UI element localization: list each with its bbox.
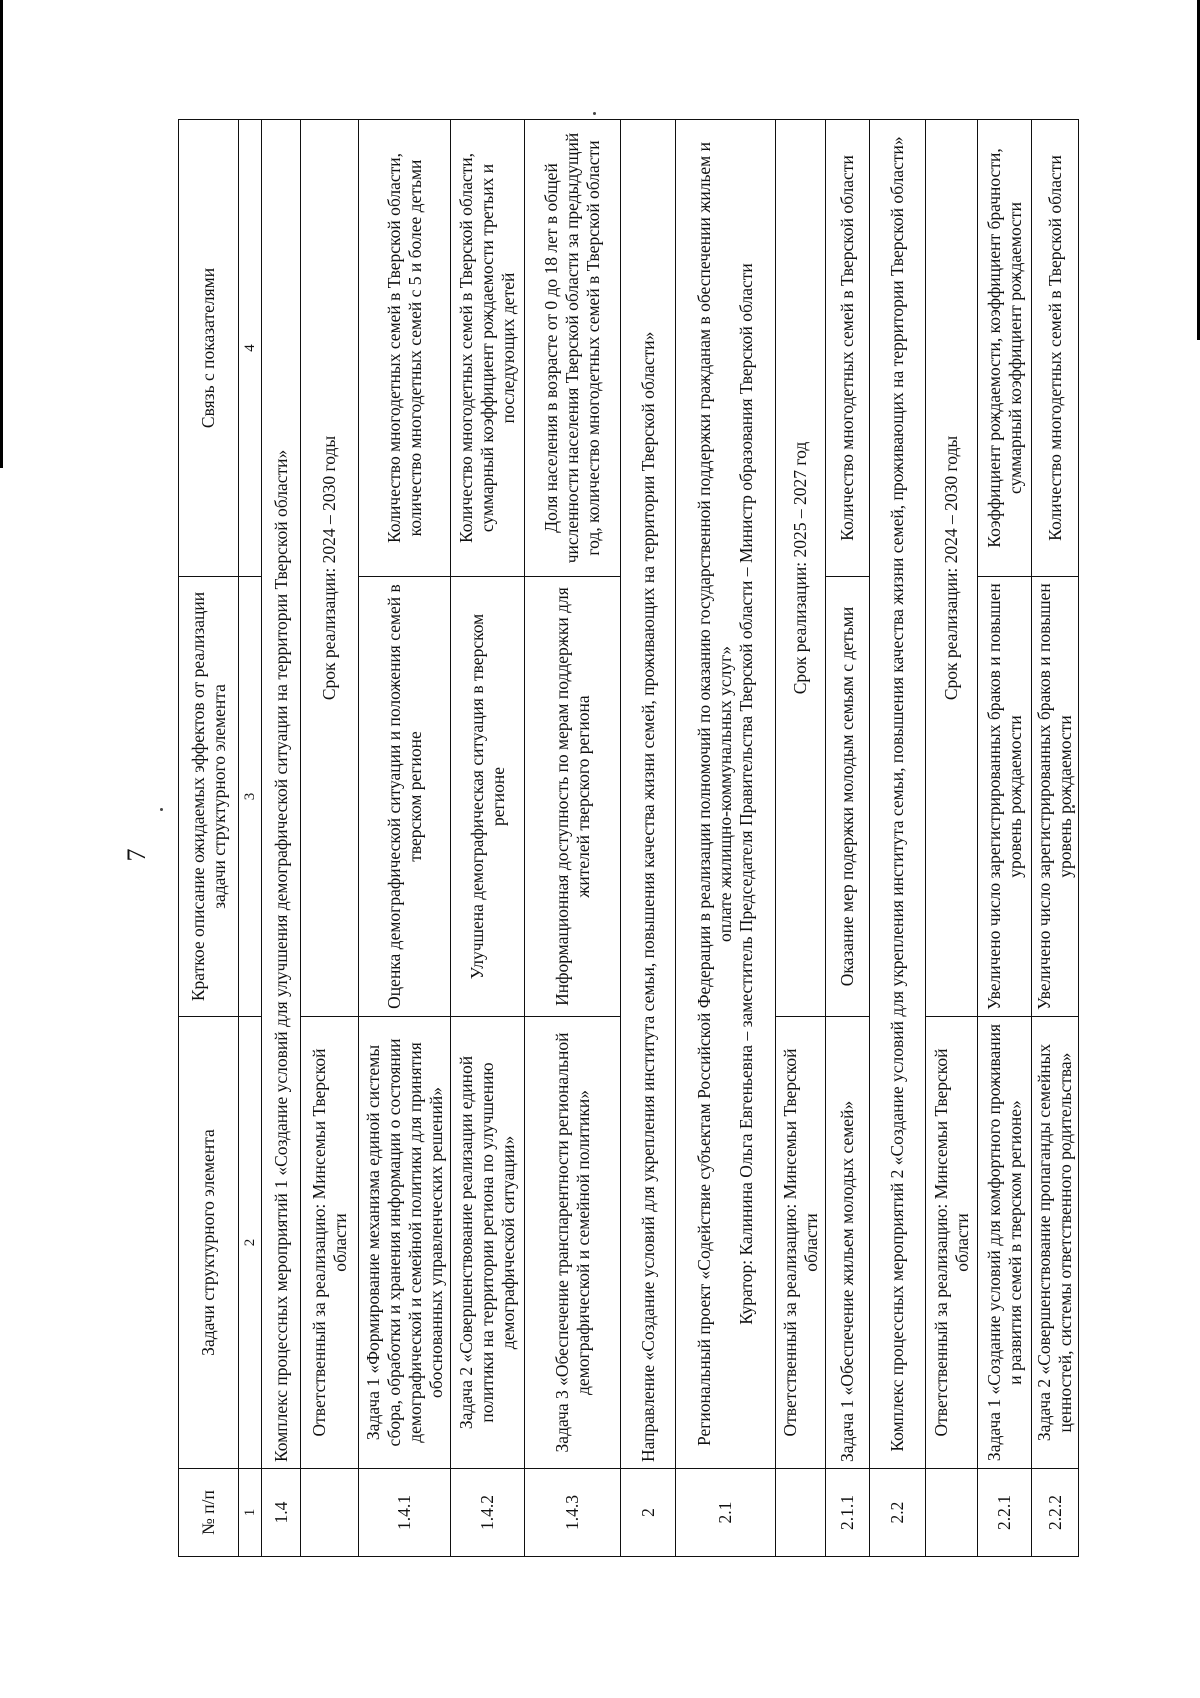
table-row [776, 120, 826, 1557]
row-num: 2.2.1 [978, 1469, 1032, 1557]
row-num: 2.1 [676, 1469, 776, 1557]
row-num: 1.4.2 [451, 1469, 525, 1557]
term-cell: Срок реализации: 2024 – 2030 годы [301, 120, 359, 1017]
responsible-cell: Ответственный за реализацию: Минсемьи Тверской области [776, 1017, 826, 1469]
table-row [262, 120, 301, 1557]
task-cell: Задача 3 «Обеспечение транспарентности региональной демографической и семейной политики» [525, 1017, 621, 1469]
table-row [621, 120, 676, 1557]
table-row [870, 120, 926, 1557]
table-row [1032, 120, 1079, 1557]
task-cell: Задача 2 «Совершенствование пропаганды семейных ценностей, системы ответственного родительства» [1032, 1017, 1079, 1469]
row-num: 2.1.1 [826, 1469, 870, 1557]
row-num: 2.2 [870, 1469, 926, 1557]
link-cell: Количество многодетных семей в Тверской области [1032, 120, 1079, 577]
scan-speck [160, 808, 163, 811]
table-row [826, 120, 870, 1557]
table-row [926, 120, 978, 1557]
col-number-1: 1 [239, 1469, 262, 1557]
table-row [676, 120, 776, 1557]
header-effect: Краткое описание ожидаемых эффектов от реализации задачи структурного элемента [179, 577, 239, 1017]
row-num: 2 [621, 1469, 676, 1557]
link-cell: Доля населения в возрасте от 0 до 18 лет в общей численности населения Тверской области за предыдущий год, количество многодетных семей в Тверской области [525, 120, 621, 577]
row-num: 2.2.2 [1032, 1469, 1079, 1557]
effect-cell: Оценка демографической ситуации и положения семей в тверском регионе [359, 577, 451, 1017]
responsible-cell: Ответственный за реализацию: Минсемьи Тверской области [926, 1017, 978, 1469]
regional-project-cell [676, 120, 776, 1469]
effect-cell: Увеличено число зарегистрированных браков и повышен уровень рождаемости [978, 577, 1032, 1017]
section-title: Комплекс процессных мероприятий 1 «Создание условий для улучшения демографической ситуации на территории Тверской области» [262, 120, 301, 1469]
table-row [525, 120, 621, 1557]
regional-project-title: Региональный проект «Содействие субъектам Российской Федерации в реализации полномочий по оказанию государственной поддержки гражданам в обеспечении жильем и оплате жилищно-коммунальных услуг» [694, 141, 735, 1447]
table-row [451, 120, 525, 1557]
effect-cell: Оказание мер подержки молодым семьям с детьми [826, 577, 870, 1017]
structure-table [178, 119, 1079, 1557]
link-cell: Количество многодетных семей в Тверской области [826, 120, 870, 577]
task-cell: Задача 2 «Совершенствование реализации единой политики на территории региона по улучшению демографической ситуации» [451, 1017, 525, 1469]
link-cell: Коэффициент рождаемости, коэффициент брачности, суммарный коэффициент рождаемости [978, 120, 1032, 577]
col-number-3: 3 [239, 577, 262, 1017]
page-number: 7 [122, 848, 151, 862]
effect-cell: Улучшена демографическая ситуация в тверском регионе [451, 577, 525, 1017]
scan-edge-mark-left [0, 0, 3, 468]
header-num: № п/п [179, 1469, 239, 1557]
table-row [301, 120, 359, 1557]
link-cell: Количество многодетных семей в Тверской области, суммарный коэффициент рождаемости третьих и последующих детей [451, 120, 525, 577]
effect-cell: Информационная доступность по мерам поддержки для жителей тверского региона [525, 577, 621, 1017]
scan-speck [593, 112, 596, 115]
row-num: 1.4.1 [359, 1469, 451, 1557]
effect-cell: Увеличено число зарегистрированных браков и повышен уровень рождаемости [1032, 577, 1079, 1017]
term-cell: Срок реализации: 2025 – 2027 год [776, 120, 826, 1017]
header-task: Задачи структурного элемента [179, 1017, 239, 1469]
regional-project-curator: Куратор: Калинина Ольга Евгеньевна – заместитель Председателя Правительства Тверской области – Министр образования Тверской области [736, 263, 756, 1325]
column-number-row [239, 120, 262, 1557]
col-number-2: 2 [239, 1017, 262, 1469]
task-cell: Задача 1 «Обеспечение жильем молодых семей» [826, 1017, 870, 1469]
header-link: Связь с показателями [179, 120, 239, 577]
table-row [359, 120, 451, 1557]
rotated-table-container [178, 120, 1075, 1557]
table-header-row [179, 120, 239, 1557]
task-cell: Задача 1 «Формирование механизма единой системы сбора, обработки и хранения информации о состоянии демографической и семейной политики для принятия обоснованных управленческих решений» [359, 1017, 451, 1469]
row-num: 1.4.3 [525, 1469, 621, 1557]
row-num: 1.4 [262, 1469, 301, 1557]
table-row [978, 120, 1032, 1557]
col-number-4: 4 [239, 120, 262, 577]
task-cell: Задача 1 «Создание условий для комфортного проживания и развития семей в тверском регионе» [978, 1017, 1032, 1469]
section-title: Комплекс процессных мероприятий 2 «Создание условий для укрепления института семьи, повышения качества жизни семей, проживающих на территории Тверской области» [870, 120, 926, 1469]
section-title: Направление «Создание условий для укрепления института семьи, повышения качества жизни семей, проживающих на территории Тверской области» [621, 120, 676, 1469]
responsible-cell: Ответственный за реализацию: Минсемьи Тверской области [301, 1017, 359, 1469]
link-cell: Количество многодетных семей в Тверской области, количество многодетных семей с 5 и более детьми [359, 120, 451, 577]
term-cell: Срок реализации: 2024 – 2030 годы [926, 120, 978, 1017]
